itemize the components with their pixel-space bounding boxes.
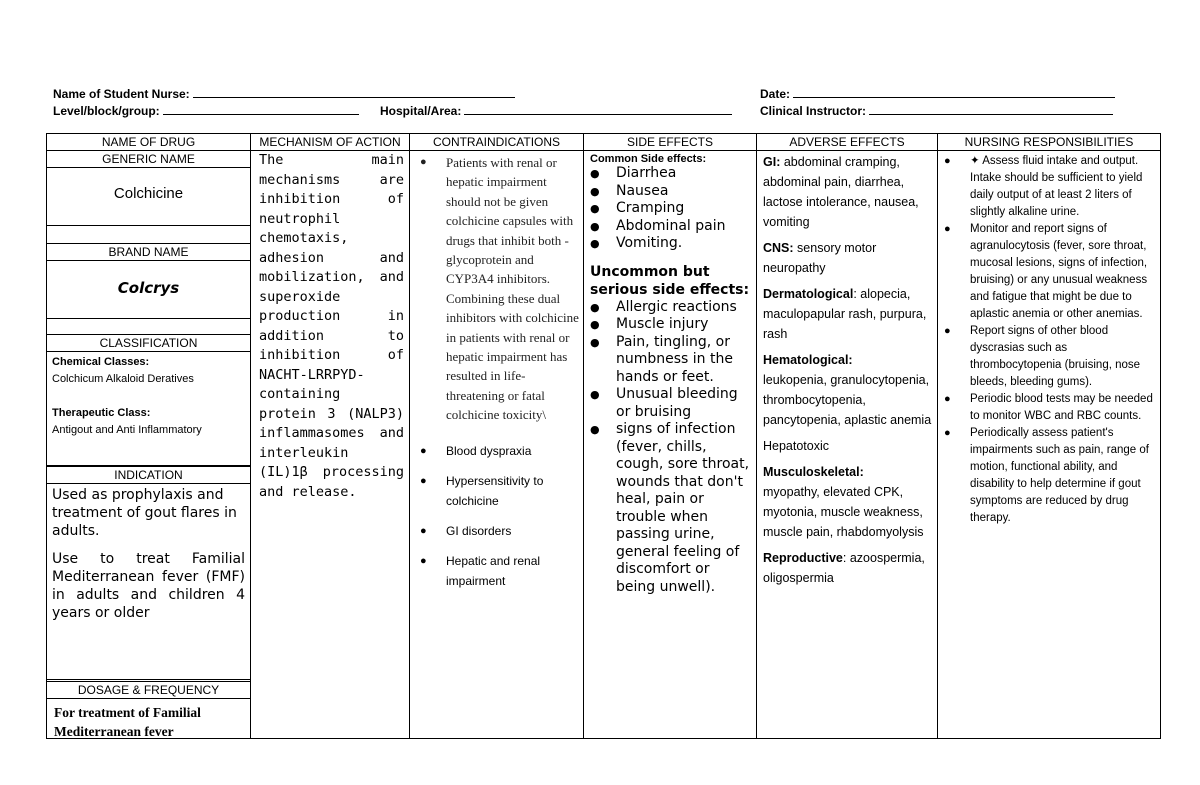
adverse-gi: GI: abdominal cramping, abdominal pain, diarrhea, lactose intolerance, nausea, vomiting xyxy=(763,155,919,229)
indication-block xyxy=(47,466,250,680)
adverse-effects-cell xyxy=(757,151,938,739)
brand-name-value: Colcrys xyxy=(117,279,180,297)
bullet-icon: ● xyxy=(944,427,951,439)
bullet-icon: ● xyxy=(420,554,427,567)
bullet-icon: ● xyxy=(944,155,951,167)
adverse-hema: Hematological: leukopenia, granulocytopenia, thrombocytopenia, pancytopenia, aplastic anemia xyxy=(763,353,932,427)
common-side-effects-label: Common Side effects: xyxy=(590,153,707,165)
generic-name-value: Colchicine xyxy=(113,185,184,202)
bullet-icon: ● xyxy=(590,167,600,180)
therapeutic-class-label: Therapeutic Class: xyxy=(52,407,151,419)
hospital-field xyxy=(380,104,732,118)
list-item: ● Periodically assess patient's impairments such as pain, range of motion, functional ability, and disability to help determine if gout symptoms are reduced by drug therapy. xyxy=(944,427,1149,524)
bullet-icon: ● xyxy=(590,300,600,314)
indication-label: INDICATION xyxy=(47,467,250,484)
mechanism-cell xyxy=(251,151,410,739)
bullet-icon: ● xyxy=(590,423,600,436)
list-item: ● Abdominal pain xyxy=(590,217,726,234)
list-item: ● Unusual bleeding or bruising xyxy=(590,386,738,420)
bullet-icon: ● xyxy=(590,318,600,331)
chemical-class-label: Chemical Classes: xyxy=(52,356,150,368)
instructor-blank[interactable] xyxy=(869,104,1113,115)
classification-block xyxy=(47,334,250,466)
dosage-block xyxy=(47,681,250,756)
bullet-icon: ● xyxy=(420,524,427,537)
date-blank[interactable] xyxy=(793,87,1115,98)
list-item: ● Allergic reactions xyxy=(590,298,737,315)
indication-text-2: Use to treat Familial Mediterranean fever (FMF) in adults and children 4 years or older xyxy=(52,551,245,621)
table-body-row xyxy=(47,151,1161,739)
col-header-name-of-drug: NAME OF DRUG xyxy=(47,134,251,151)
table-header-row xyxy=(47,134,1161,151)
col-header-adverse-effects: ADVERSE EFFECTS xyxy=(757,134,938,151)
hospital-label: Hospital/Area: xyxy=(380,104,462,118)
bullet-icon: ● xyxy=(420,474,427,487)
brand-name-block xyxy=(47,243,250,319)
bullet-icon: ● xyxy=(590,219,600,233)
uncommon-side-effects-list xyxy=(590,299,752,597)
level-label: Level/block/group: xyxy=(53,104,160,118)
list-item: ● Periodic blood tests may be needed to monitor WBC and RBC counts. xyxy=(944,393,1153,422)
bullet-icon: ● xyxy=(420,444,427,457)
uncommon-side-effects-label: Uncommon but serious side effects: xyxy=(590,263,750,298)
classification-label: CLASSIFICATION xyxy=(47,335,250,352)
col-header-side-effects: SIDE EFFECTS xyxy=(584,134,757,151)
list-item: ● Nausea xyxy=(590,182,669,199)
instructor-field xyxy=(760,104,1113,118)
bullet-icon: ● xyxy=(944,393,951,405)
col-header-mechanism: MECHANISM OF ACTION xyxy=(251,134,410,151)
adverse-cns: CNS: sensory motor neuropathy xyxy=(763,241,877,275)
list-item: ● Hypersensitivity to colchicine xyxy=(420,471,579,511)
bullet-icon: ● xyxy=(590,202,600,215)
list-item: ● Diarrhea xyxy=(590,165,677,181)
brand-name-label: BRAND NAME xyxy=(47,244,250,261)
bullet-icon: ● xyxy=(590,184,600,198)
list-item: ● Blood dyspraxia xyxy=(420,441,579,461)
student-nurse-blank[interactable] xyxy=(193,87,515,98)
bullet-icon: ● xyxy=(590,335,600,349)
bullet-icon: ● xyxy=(420,156,427,168)
dosage-label: DOSAGE & FREQUENCY xyxy=(47,682,250,699)
nursing-list xyxy=(938,151,1160,527)
hospital-blank[interactable] xyxy=(464,104,732,115)
adverse-repro: Reproductive: azoospermia, oligospermia xyxy=(763,551,925,585)
nursing-responsibilities-cell xyxy=(938,151,1161,739)
list-item: ● Cramping xyxy=(590,200,685,216)
col-header-contraindications: CONTRAINDICATIONS xyxy=(410,134,584,151)
bullet-icon: ● xyxy=(944,223,951,235)
col-header-nursing-responsibilities: NURSING RESPONSIBILITIES xyxy=(938,134,1161,151)
list-item: ● ✦ Assess fluid intake and output. Intake should be sufficient to yield daily output of at least 2 liters of slightly alkaline urine. xyxy=(944,155,1143,218)
date-field xyxy=(760,87,1115,101)
generic-name-block xyxy=(47,151,250,226)
list-item: ● Muscle injury xyxy=(590,316,709,332)
list-item: ● Report signs of other blood dyscrasias such as thrombocytopenia (bruising, nose bleeds, bleeding gums). xyxy=(944,325,1141,388)
generic-name-label: GENERIC NAME xyxy=(47,151,250,168)
bullet-icon: ● xyxy=(944,325,951,337)
level-blank[interactable] xyxy=(163,104,359,115)
bullet-icon: ● xyxy=(590,388,600,401)
list-item: ● GI disorders xyxy=(420,521,579,541)
adverse-hepato: Hepatotoxic xyxy=(763,439,830,453)
instructor-label: Clinical Instructor: xyxy=(760,104,867,118)
name-of-drug-cell xyxy=(47,151,251,739)
student-nurse-label: Name of Student Nurse: xyxy=(53,87,190,101)
contraindications-cell xyxy=(410,151,584,739)
date-label: Date: xyxy=(760,87,791,101)
student-nurse-field xyxy=(53,87,515,101)
therapeutic-class-value: Antigout and Anti Inflammatory xyxy=(52,424,202,436)
list-item: ● Vomiting. xyxy=(590,235,683,251)
indication-text-1: Used as prophylaxis and treatment of gout flares in adults. xyxy=(52,487,237,539)
adverse-musc: Musculoskeletal: myopathy, elevated CPK, myotonia, muscle weakness, muscle pain, rhabdomyolysis xyxy=(763,465,924,539)
adverse-derm: Dermatological: alopecia, maculopapular rash, purpura, rash xyxy=(763,287,927,341)
side-effects-cell xyxy=(584,151,757,739)
chemical-class-value: Colchicum Alkaloid Deratives xyxy=(52,373,194,385)
list-item: ● Pain, tingling, or numbness in the hands or feet. xyxy=(590,333,733,385)
level-field xyxy=(53,104,359,118)
common-side-effects-list xyxy=(590,165,752,253)
drug-study-table xyxy=(46,133,1161,739)
list-item: ● Patients with renal or hepatic impairment should not be given colchicine capsules with drugs that inhibit both -glycoprotein and CYP3A4 inhibitors. Combining these dual inhibitors with colchicine in patients with renal or hepatic impairment has resulted in life-threatening or fatal colchicine toxicity\ xyxy=(420,155,579,423)
mechanism-text: The main mechanisms are inhibition of neutrophil chemotaxis, adhesion and mobilization, and superoxide production in addition to inhibition of NACHT-LRRPYD-containing protein 3 (NALP3) inflammasomes and interleukin (IL)1β processing and release. xyxy=(259,152,404,500)
contraindications-list xyxy=(410,151,583,591)
list-item: ● Monitor and report signs of agranulocytosis (fever, sore throat, mucosal lesions, signs of infection, bruising) or any unusual weakness and fatigue that might be due to aplastic anemia or other anemias. xyxy=(944,223,1148,320)
dosage-value: For treatment of Familial Mediterranean fever xyxy=(54,705,201,739)
list-item: ● signs of infection (fever, chills, cough, sore throat, wounds that don't heal, pain or trouble when passing urine, general feeling of discomfort or being unwell). xyxy=(590,421,750,595)
list-item: ● Hepatic and renal impairment xyxy=(420,551,579,591)
bullet-icon: ● xyxy=(590,237,600,250)
